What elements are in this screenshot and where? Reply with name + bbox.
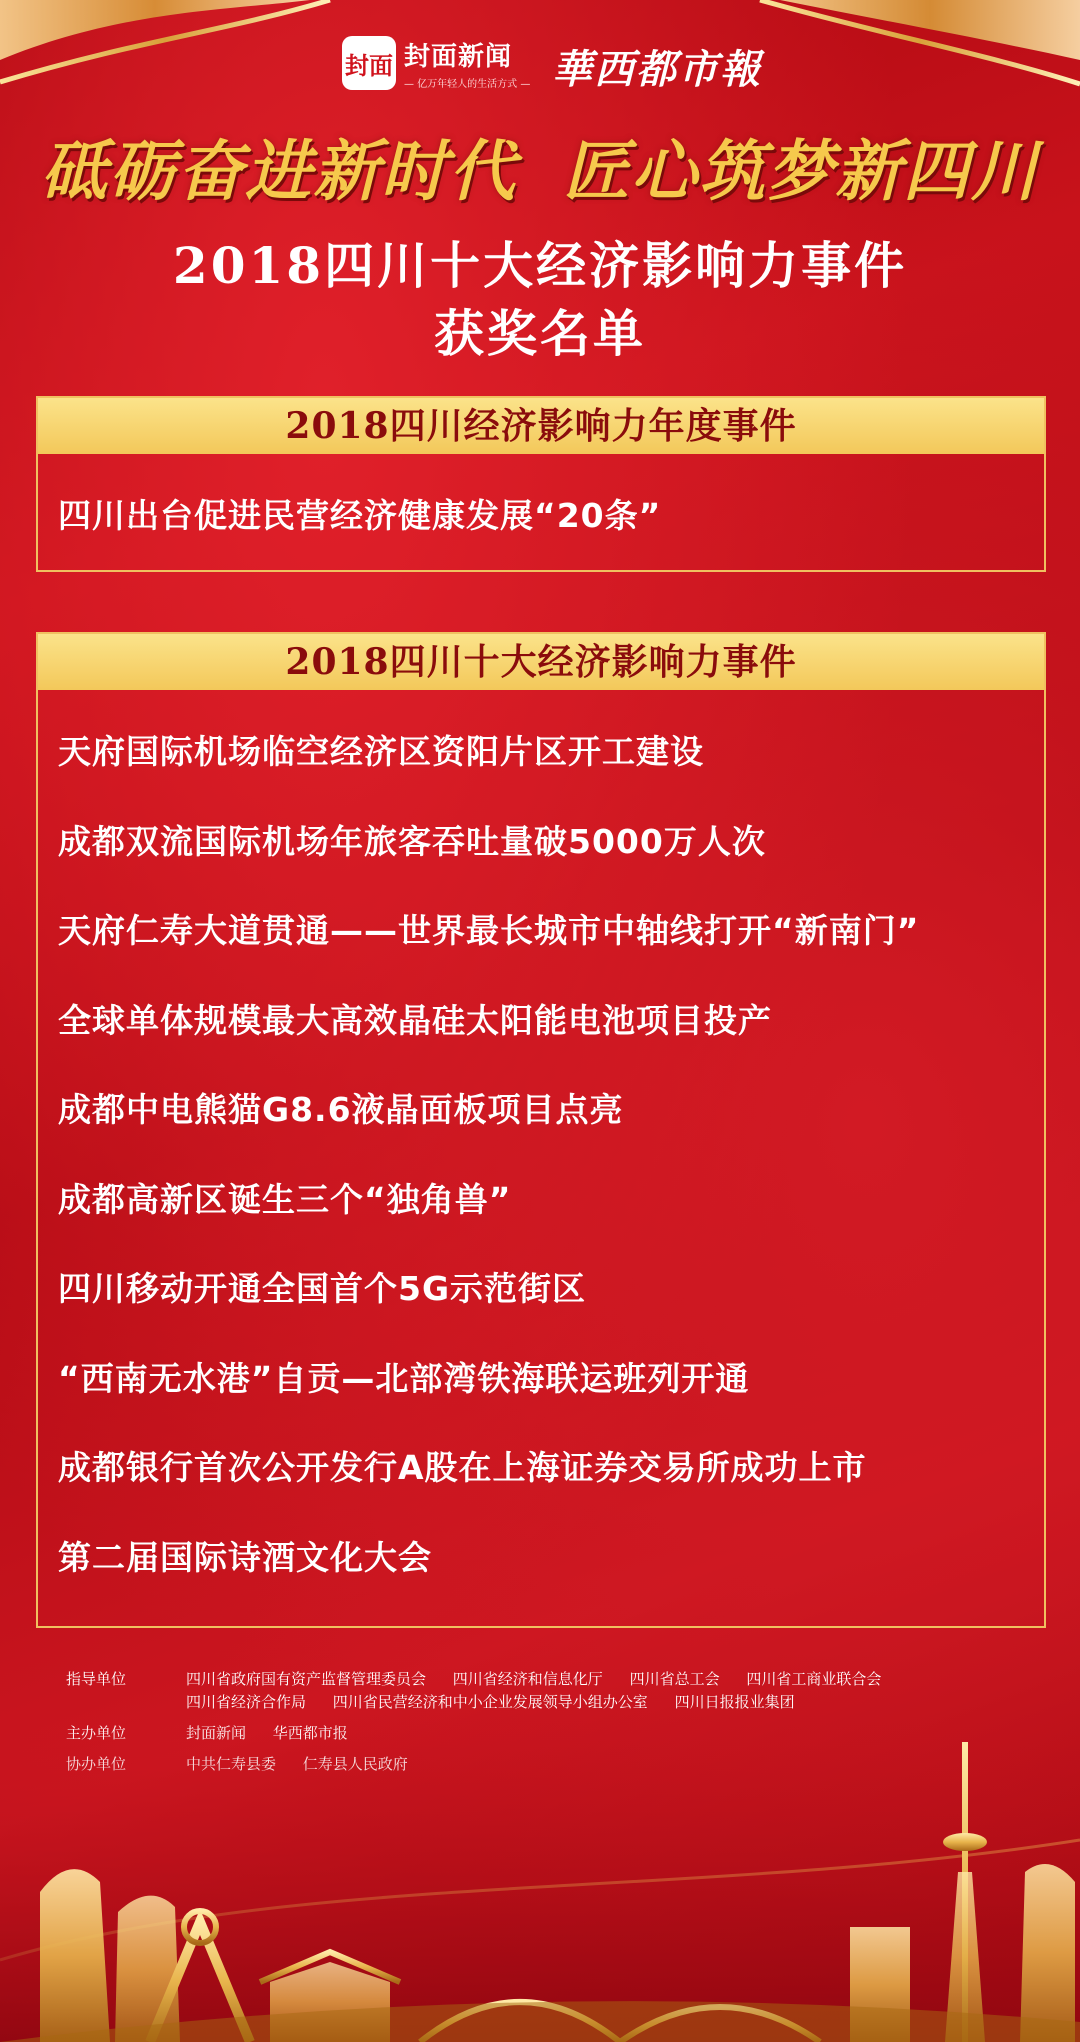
list-item: 全球单体规模最大高效晶硅太阳能电池项目投产 [58, 1000, 772, 1040]
list-item: “西南无水港”自贡—北部湾铁海联运班列开通 [58, 1358, 750, 1398]
fengmian-logo-text [404, 36, 530, 90]
guide-units-label: 指导单位 [66, 1670, 127, 1688]
list-item: 成都高新区诞生三个“独角兽” [58, 1179, 512, 1219]
top-ten-heading: 2018四川十大经济影响力事件 [38, 634, 1044, 690]
list-item: 成都双流国际机场年旅客吞吐量破5000万人次 [58, 821, 766, 861]
fengmian-logo-mark: 封面 [342, 36, 396, 90]
guide-org: 四川省工商业联合会 [746, 1670, 882, 1688]
guide-org: 四川省经济合作局 [186, 1693, 307, 1711]
page-title [0, 232, 1080, 368]
fengmian-logo-slogan: — 亿万年轻人的生活方式 — [404, 79, 531, 90]
fengmian-logo[interactable] [342, 36, 530, 90]
huaxi-dushibao-logo[interactable]: 華西都市報 [552, 46, 762, 93]
top-ten-list [58, 732, 1028, 1627]
top-ten-panel [36, 632, 1046, 1628]
annual-event-heading: 2018四川经济影响力年度事件 [38, 398, 1044, 454]
page-title-line2: 获奖名单 [434, 304, 646, 363]
page-title-line1: 2018四川十大经济影响力事件 [172, 236, 908, 295]
slogan-left: 砥砺奋进新时代 [41, 133, 517, 210]
guide-org: 四川省总工会 [629, 1670, 720, 1688]
list-item: 天府国际机场临空经济区资阳片区开工建设 [58, 732, 704, 771]
guide-org: 四川省民营经济和中小企业发展领导小组办公室 [332, 1693, 648, 1711]
guide-units-row [66, 1668, 1026, 1714]
guide-org: 四川日报报业集团 [674, 1693, 795, 1711]
list-item: 第二届国际诗酒文化大会 [58, 1537, 432, 1577]
header-logos [0, 30, 1080, 100]
slogan-right: 匠心筑梦新四川 [563, 133, 1039, 210]
list-item: 天府仁寿大道贯通——世界最长城市中轴线打开“新南门” [58, 911, 920, 950]
list-item: 成都中电熊猫G8.6液晶面板项目点亮 [58, 1090, 624, 1129]
guide-org: 四川省经济和信息化厅 [452, 1670, 603, 1688]
city-skyline-illustration [0, 1712, 1080, 2042]
fengmian-logo-name: 封面新闻 [404, 42, 513, 72]
list-item: 四川移动开通全国首个5G示范街区 [58, 1269, 587, 1308]
annual-event-panel [36, 396, 1046, 572]
slogan-banner [0, 118, 1080, 213]
guide-units-list [186, 1668, 1026, 1714]
list-item: 成都银行首次公开发行A股在上海证券交易所成功上市 [58, 1448, 867, 1487]
annual-event-item: 四川出台促进民营经济健康发展“20条” [58, 496, 662, 535]
guide-org: 四川省政府国有资产监督管理委员会 [186, 1670, 427, 1688]
